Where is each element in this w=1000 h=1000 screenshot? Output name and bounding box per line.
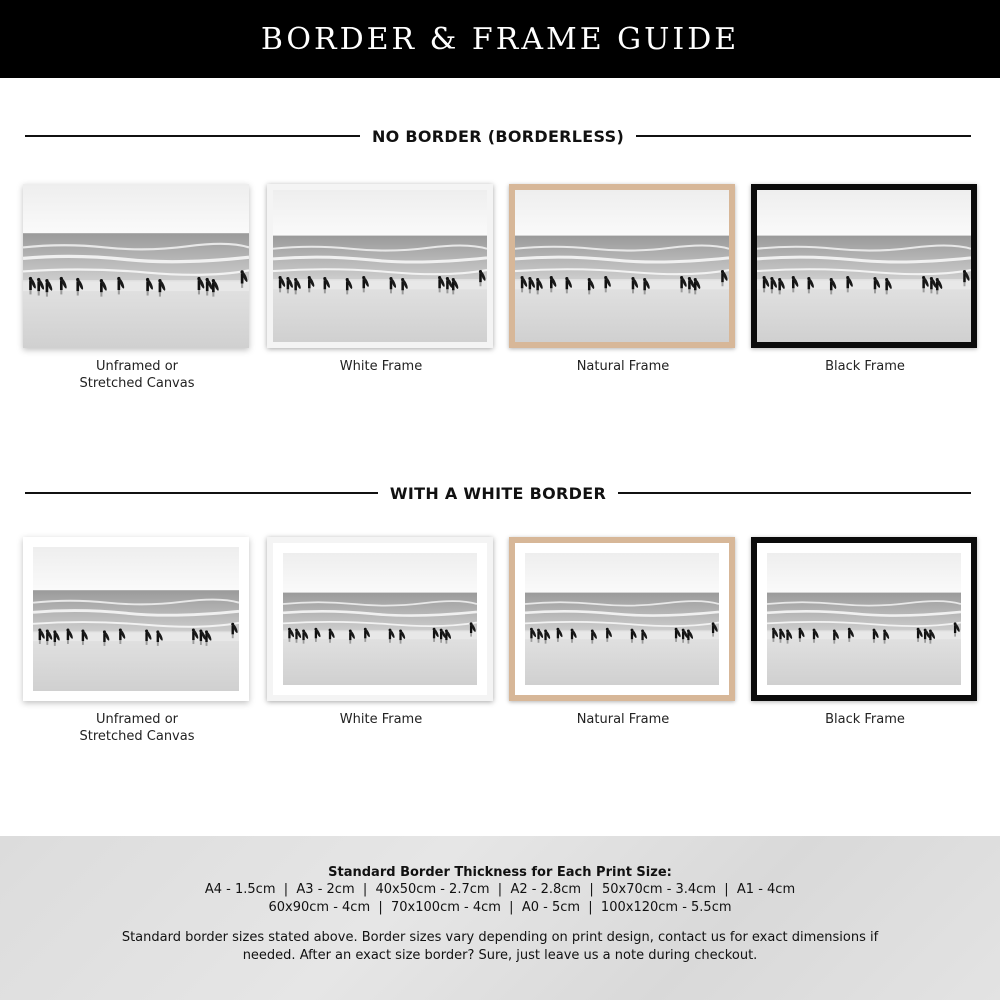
beach-surfers-photo bbox=[515, 190, 729, 342]
section-heading-white-border bbox=[25, 481, 971, 505]
beach-surfers-photo bbox=[23, 184, 249, 348]
beach-surfers-photo bbox=[283, 553, 477, 685]
option-white-frame-white-border[interactable] bbox=[267, 537, 495, 728]
section-heading-borderless bbox=[25, 124, 971, 148]
section-title: NO BORDER (BORDERLESS) bbox=[371, 126, 625, 146]
beach-surfers-photo bbox=[273, 190, 487, 342]
beach-surfers-photo bbox=[33, 547, 239, 691]
frame-preview bbox=[267, 184, 493, 348]
option-label: Black Frame bbox=[825, 359, 905, 374]
frame-preview bbox=[509, 537, 735, 701]
frame-preview bbox=[751, 184, 977, 348]
page-header bbox=[0, 0, 1000, 78]
option-label: Unframed or Stretched Canvas bbox=[79, 359, 195, 391]
option-label: White Frame bbox=[339, 712, 423, 727]
section-title: WITH A WHITE BORDER bbox=[389, 483, 607, 503]
footer-note: Standard border sizes stated above. Border sizes vary depending on print design, contact us for exact dimensions if needed. After an exact size border? Sure, just leave us a note during checkout. bbox=[121, 930, 879, 963]
option-label: Black Frame bbox=[825, 712, 905, 727]
option-natural-frame-white-border[interactable] bbox=[509, 537, 737, 728]
option-black-frame-borderless[interactable] bbox=[751, 184, 979, 375]
option-white-frame-borderless[interactable] bbox=[267, 184, 495, 375]
beach-surfers-photo bbox=[525, 553, 719, 685]
sizes-line: A4 - 1.5cm | A3 - 2cm | 40x50cm - 2.7cm | A2 - 2.8cm | 50x70cm - 3.4cm | A1 - 4cm bbox=[204, 882, 796, 897]
frame-preview bbox=[509, 184, 735, 348]
beach-surfers-photo bbox=[757, 190, 971, 342]
divider-line bbox=[25, 135, 360, 137]
frame-preview bbox=[23, 184, 249, 348]
option-unframed-borderless[interactable] bbox=[23, 184, 251, 392]
frame-preview bbox=[751, 537, 977, 701]
option-black-frame-white-border[interactable] bbox=[751, 537, 979, 728]
option-label: Unframed or Stretched Canvas bbox=[79, 712, 195, 744]
option-natural-frame-borderless[interactable] bbox=[509, 184, 737, 375]
divider-line bbox=[636, 135, 971, 137]
border-thickness-info bbox=[0, 836, 1000, 1000]
beach-surfers-photo bbox=[767, 553, 961, 685]
divider-line bbox=[618, 492, 971, 494]
option-label: Natural Frame bbox=[576, 712, 670, 727]
frame-preview bbox=[23, 537, 249, 701]
option-unframed-white-border[interactable] bbox=[23, 537, 251, 745]
divider-line bbox=[25, 492, 378, 494]
option-label: White Frame bbox=[339, 359, 423, 374]
footer-title: Standard Border Thickness for Each Print Size: bbox=[328, 865, 672, 880]
page-title: BORDER & FRAME GUIDE bbox=[260, 21, 740, 57]
option-label: Natural Frame bbox=[576, 359, 670, 374]
frame-preview bbox=[267, 537, 493, 701]
sizes-line: 60x90cm - 4cm | 70x100cm - 4cm | A0 - 5cm | 100x120cm - 5.5cm bbox=[268, 900, 732, 915]
